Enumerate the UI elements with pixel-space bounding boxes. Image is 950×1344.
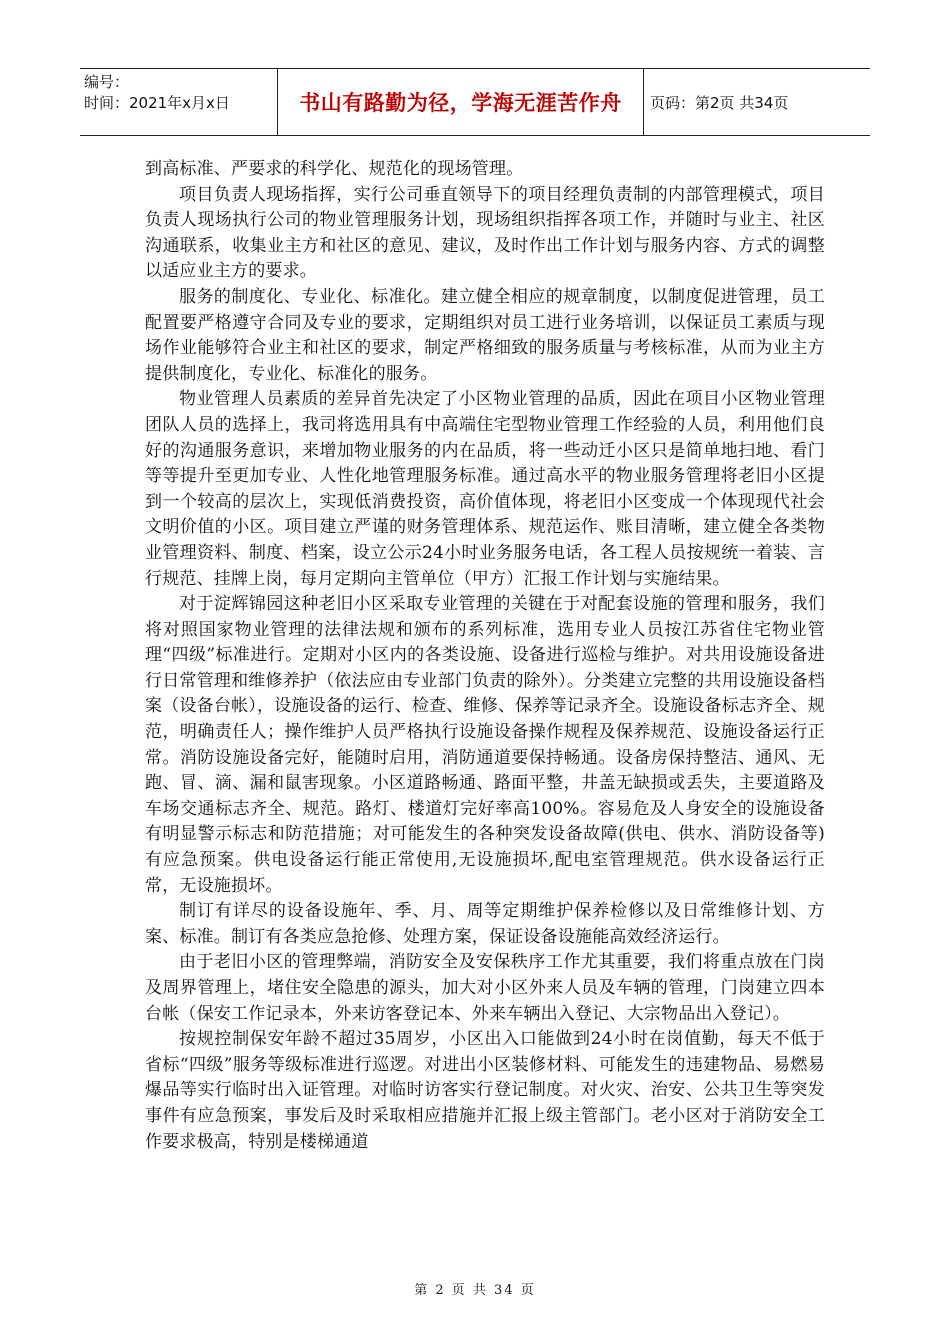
serial-label: 编号：: [84, 73, 130, 91]
page-header: [80, 68, 870, 136]
paragraph: 项目负责人现场指挥，实行公司垂直领导下的项目经理负责制的内部管理模式，项目负责人现场执行公司的物业管理服务计划，现场组织指挥各项工作，并随时与业主、社区沟通联系，收集业主方和社区的意见、建议，及时作出工作计划与服务内容、方式的调整以适应业主方的要求。: [145, 184, 825, 282]
paragraph: 到高标准、严要求的科学化、规范化的现场管理。: [145, 159, 524, 179]
time-label: 时间：2021年x月x日: [84, 94, 230, 112]
document-body: [145, 157, 825, 1155]
header-motto: 书山有路勤为径，学海无涯苦作舟: [278, 69, 644, 135]
paragraph: 按规控制保安年龄不超过35周岁，小区出入口能做到24小时在岗值勤，每天不低于省标“四级”服务等级标准进行巡逻。对进出小区装修材料、可能发生的违建物品、易燃易爆品等实行临时出入证管理。对临时访客实行登记制度。对火灾、治安、公共卫生等突发事件有应急预案，事发后及时采取相应措施并汇报上级主管部门。老小区对于消防安全工作要求极高，特别是楼梯通道: [145, 1029, 825, 1152]
page-footer: 第 2 页 共 34 页: [414, 1283, 536, 1298]
paragraph: 制订有详尽的设备设施年、季、月、周等定期维护保养检修以及日常维修计划、方案、标准。制订有各类应急抢修、处理方案，保证设备设施能高效经济运行。: [145, 901, 825, 947]
header-meta: [80, 69, 278, 135]
header-page-label: 页码：第2页 共34页: [650, 93, 789, 112]
paragraph: 对于淀辉锦园这种老旧小区采取专业管理的关键在于对配套设施的管理和服务，我们将对照国家物业管理的法律法规和颁布的系列标准，选用专业人员按江苏省住宅物业管理“四级”标准进行。定期对小区内的各类设施、设备进行巡检与维护。对共用设施设备进行日常管理和维修养护（依法应由专业部门负责的除外）。分类建立完整的共用设施设备档案（设备台帐），设施设备的运行、检查、维修、保养等记录齐全。设施设备标志齐全、规范，明确责任人；操作维护人员严格执行设施设备操作规程及保养规范、设施设备运行正常。消防设施设备完好，能随时启用，消防通道要保持畅通。设备房保持整洁、通风、无跑、冒、滴、漏和鼠害现象。小区道路畅通、路面平整，井盖无缺损或丢失，主要道路及车场交通标志齐全、规范。路灯、楼道灯完好率高100%。容易危及人身安全的设施设备有明显警示标志和防范措施；对可能发生的各种突发设备故障(供电、供水、消防设备等)有应急预案。供电设备运行能正常使用,无设施损坏,配电室管理规范。供水设备运行正常，无设施损坏。: [145, 594, 825, 896]
paragraph: 由于老旧小区的管理弊端，消防安全及安保秩序工作尤其重要，我们将重点放在门岗及周界管理上，堵住安全隐患的源头，加大对小区外来人员及车辆的管理，门岗建立四本台帐（保安工作记录本，外来访客登记本、外来车辆出入登记、大宗物品出入登记）。: [145, 952, 825, 1024]
paragraph: 服务的制度化、专业化、标准化。建立健全相应的规章制度，以制度促进管理，员工配置要严格遵守合同及专业的要求，定期组织对员工进行业务培训，以保证员工素质与现场作业能够符合业主和社区的要求，制定严格细致的服务质量与考核标准，从而为业主方提供制度化，专业化、标准化的服务。: [145, 286, 825, 384]
paragraph: 物业管理人员素质的差异首先决定了小区物业管理的品质，因此在项目小区物业管理团队人员的选择上，我司将选用具有中高端住宅型物业管理工作经验的人员，利用他们良好的沟通服务意识，来增加物业服务的内在品质，将一些动迁小区只是简单地扫地、看门等等提升至更加专业、人性化地管理服务标准。通过高水平的物业服务管理将老旧小区提到一个较高的层次上，实现低消费投资，高价值体现，将老旧小区变成一个体现现代社会文明价值的小区。项目建立严谨的财务管理体系、规范运作、账目清晰，建立健全各类物业管理资料、制度、档案，设立公示24小时业务服务电话，各工程人员按规统一着装、言行规范、挂牌上岗，每月定期向主管单位（甲方）汇报工作计划与实施结果。: [145, 389, 825, 589]
